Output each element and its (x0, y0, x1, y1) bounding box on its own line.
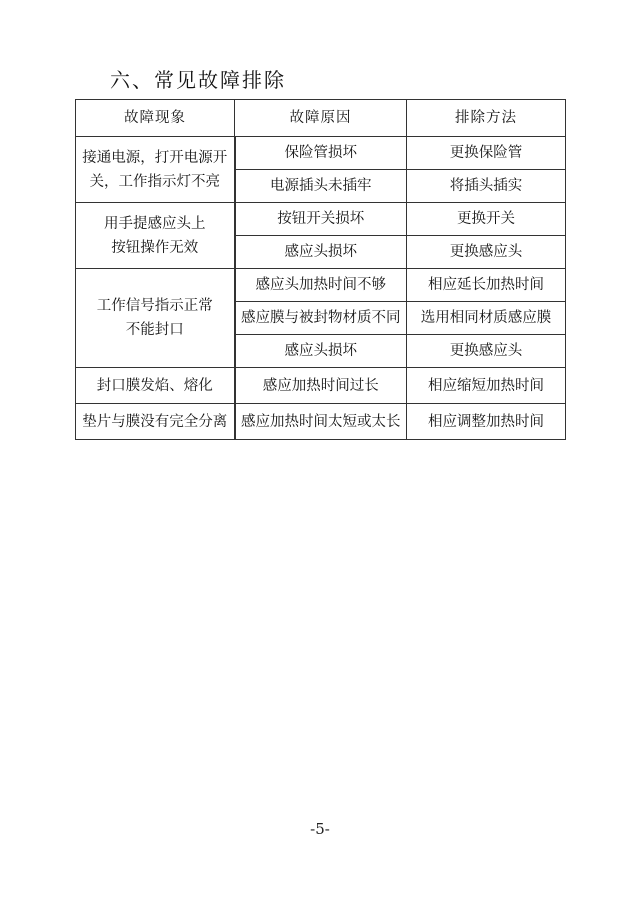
symptom-cell: 接通电源，打开电源开 关，工作指示灯不亮 (76, 137, 235, 203)
header-cause: 故障原因 (235, 100, 407, 137)
remedy-cell: 更换感应头 (407, 236, 566, 269)
remedy-cell: 相应延长加热时间 (407, 269, 566, 302)
table-header-row (76, 100, 566, 137)
cause-cell: 感应加热时间过长 (235, 368, 407, 404)
troubleshooting-table (75, 99, 566, 440)
cause-cell: 保险管损坏 (235, 137, 407, 170)
symptom-cell: 用手提感应头上 按钮操作无效 (76, 203, 235, 269)
cause-cell: 电源插头未插牢 (235, 170, 407, 203)
cause-cell: 按钮开关损坏 (235, 203, 407, 236)
table-row (76, 368, 566, 404)
symptom-cell: 垫片与膜没有完全分离 (76, 404, 235, 440)
remedy-cell: 更换感应头 (407, 335, 566, 368)
header-remedy: 排除方法 (407, 100, 566, 137)
section-title: 六、常见故障排除 (110, 68, 286, 92)
cause-cell: 感应头损坏 (235, 236, 407, 269)
table-row (76, 269, 566, 302)
page-number: -5- (310, 820, 330, 838)
remedy-cell: 相应调整加热时间 (407, 404, 566, 440)
remedy-cell: 将插头插实 (407, 170, 566, 203)
cause-cell: 感应加热时间太短或太长 (235, 404, 407, 440)
header-symptom: 故障现象 (76, 100, 235, 137)
cause-cell: 感应头加热时间不够 (235, 269, 407, 302)
table-row (76, 137, 566, 170)
remedy-cell: 相应缩短加热时间 (407, 368, 566, 404)
table-row (76, 404, 566, 440)
cause-cell: 感应头损坏 (235, 335, 407, 368)
remedy-cell: 更换开关 (407, 203, 566, 236)
symptom-cell: 工作信号指示正常 不能封口 (76, 269, 235, 368)
cause-cell: 感应膜与被封物材质不同 (235, 302, 407, 335)
symptom-cell: 封口膜发焰、熔化 (76, 368, 235, 404)
remedy-cell: 选用相同材质感应膜 (407, 302, 566, 335)
table-row (76, 203, 566, 236)
remedy-cell: 更换保险管 (407, 137, 566, 170)
